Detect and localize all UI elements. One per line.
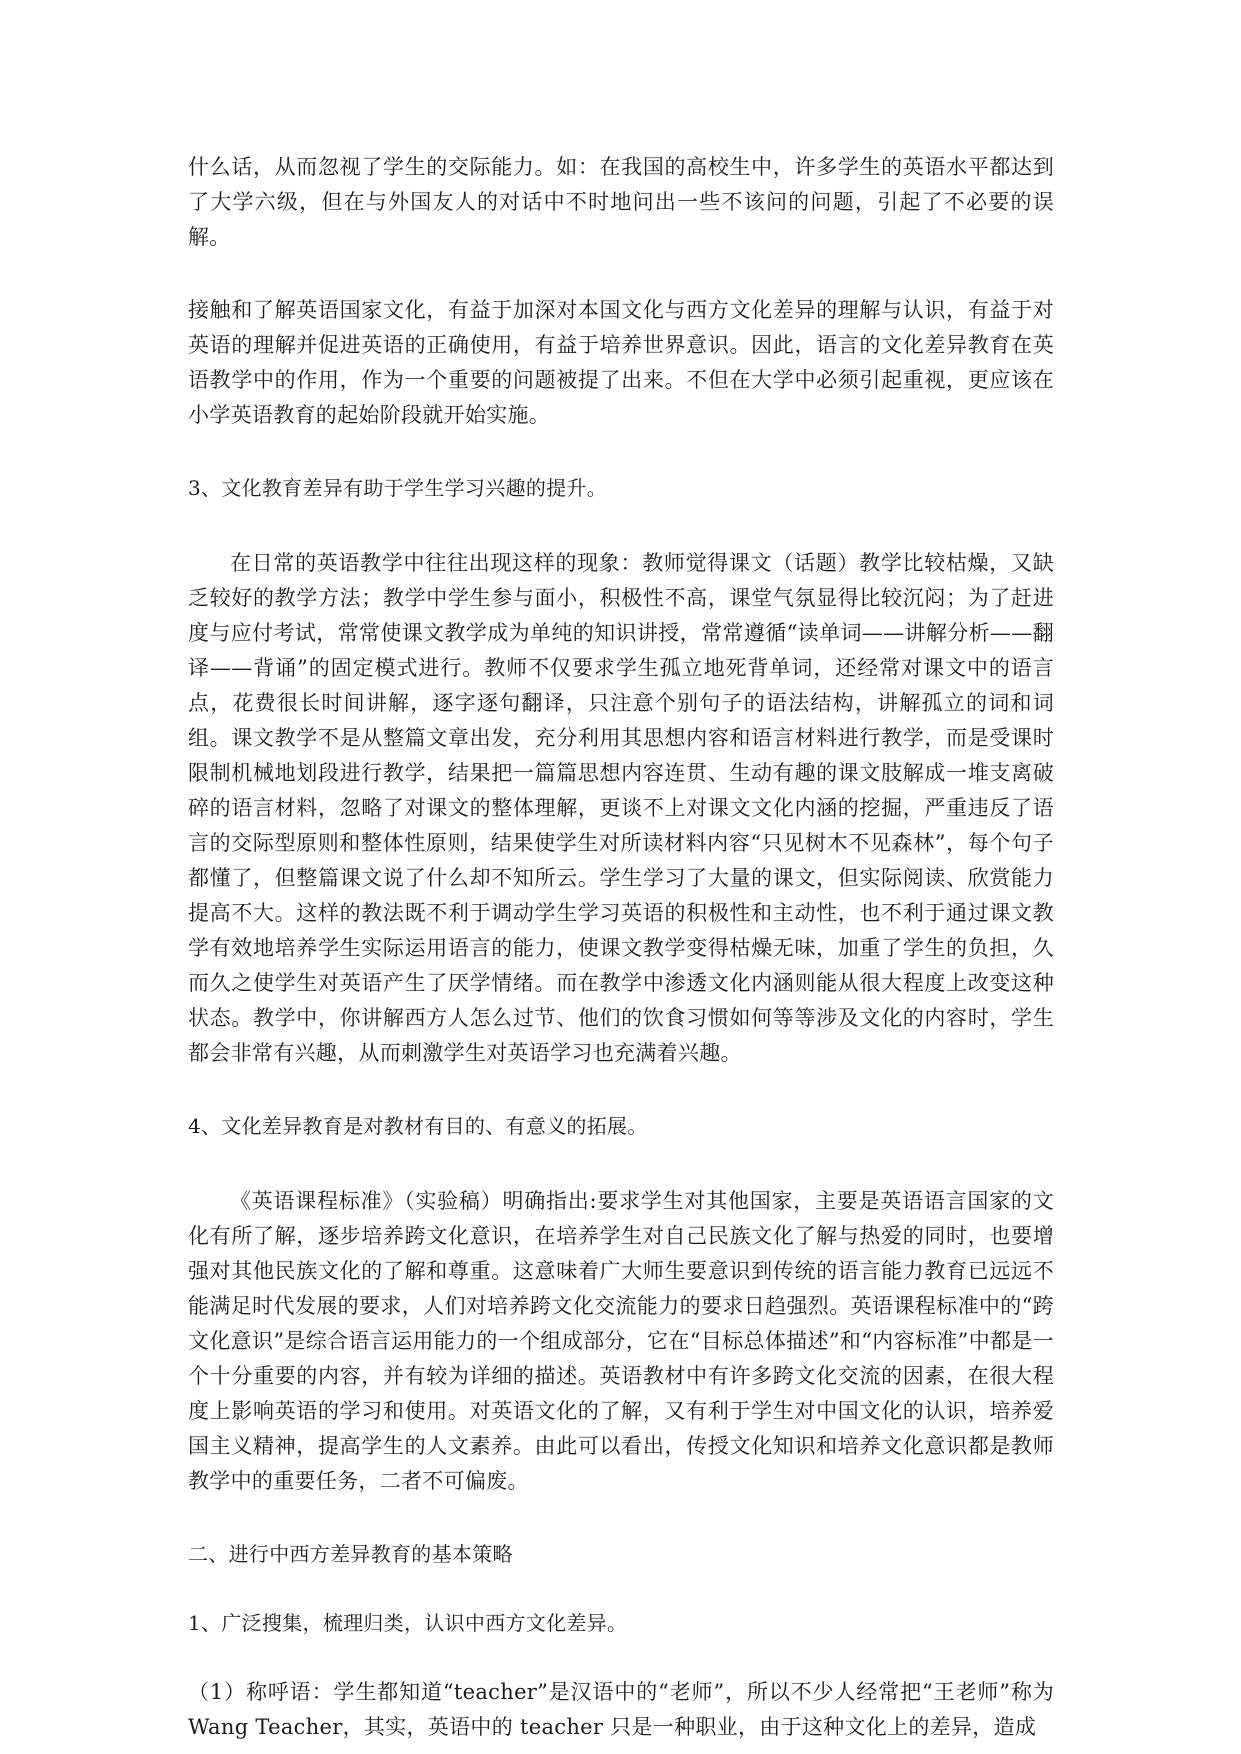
document-page bbox=[188, 150, 1054, 1745]
heading-section-2-item-1: 1、广泛搜集，梳理归类，认识中西方文化差异。 bbox=[188, 1611, 628, 1635]
paragraph-communication-ability: 什么话，从而忽视了学生的交际能力。如：在我国的高校生中，许多学生的英语水平都达到了大学六级，但在与外国友人的对话中不时地问出一些不该问的问题，引起了不必要的误解。 bbox=[188, 155, 1054, 249]
paragraph-address-terms: （1）称呼语：学生都知道“teacher”是汉语中的“老师”，所以不少人经常把“王老师”称为 Wang Teacher，其实，英语中的 teacher 只是一种职业，由于这种文化上的差异，造成 bbox=[188, 1680, 1054, 1739]
heading-item-4: 4、文化差异教育是对教材有目的、有意义的拓展。 bbox=[188, 1114, 648, 1138]
paragraph-teaching-phenomenon: 在日常的英语教学中往往出现这样的现象：教师觉得课文（话题）教学比较枯燥，又缺乏较好的教学方法；教学中学生参与面小，积极性不高，课堂气氛显得比较沉闷；为了赶进度与应付考试，常常使课文教学成为单纯的知识讲授，常常遵循“读单词——讲解分析——翻译——背诵”的固定模式进行。教师不仅要求学生孤立地死背单词，还经常对课文中的语言点，花费很长时间讲解，逐字逐句翻译，只注意个别句子的语法结构，讲解孤立的词和词组。课文教学不是从整篇文章出发，充分利用其思想内容和语言材料进行教学，而是受课时限制机械地划段进行教学，结果把一篇篇思想内容连贯、生动有趣的课文肢解成一堆支离破碎的语言材料，忽略了对课文的整体理解，更谈不上对课文文化内涵的挖掘，严重违反了语言的交际型原则和整体性原则，结果使学生对所读材料内容“只见树木不见森林”，每个句子都懂了，但整篇课文说了什么却不知所云。学生学习了大量的课文，但实际阅读、欣赏能力提高不大。这样的教法既不利于调动学生学习英语的积极性和主动性，也不利于通过课文教学有效地培养学生实际运用语言的能力，使课文教学变得枯燥无味，加重了学生的负担，久而久之使学生对英语产生了厌学情绪。而在教学中渗透文化内涵则能从很大程度上改变这种状态。教学中，你讲解西方人怎么过节、他们的饮食习惯如何等等涉及文化的内容时，学生都会非常有兴趣，从而刺激学生对英语学习也充满着兴趣。 bbox=[188, 551, 1054, 1065]
paragraph-curriculum-standard: 《英语课程标准》（实验稿）明确指出:要求学生对其他国家，主要是英语语言国家的文化有所了解，逐步培养跨文化意识，在培养学生对自己民族文化了解与热爱的同时，也要增强对其他民族文化的了解和尊重。这意味着广大师生要意识到传统的语言能力教育已远远不能满足时代发展的要求，人们对培养跨文化交流能力的要求日趋强烈。英语课程标准中的“跨文化意识”是综合语言运用能力的一个组成部分，它在“目标总体描述”和“内容标准”中都是一个十分重要的内容，并有较为详细的描述。英语教材中有许多跨文化交流的因素，在很大程度上影响英语的学习和使用。对英语文化的了解，又有利于学生对中国文化的认识，培养爱国主义精神，提高学生的人文素养。由此可以看出，传授文化知识和培养文化意识都是教师教学中的重要任务，二者不可偏废。 bbox=[188, 1189, 1054, 1493]
heading-item-3: 3、文化教育差异有助于学生学习兴趣的提升。 bbox=[188, 476, 608, 500]
heading-section-2: 二、进行中西方差异教育的基本策略 bbox=[188, 1542, 513, 1566]
paragraph-culture-contact: 接触和了解英语国家文化，有益于加深对本国文化与西方文化差异的理解与认识，有益于对英语的理解并促进英语的正确使用，有益于培养世界意识。因此，语言的文化差异教育在英语教学中的作用，作为一个重要的问题被提了出来。不但在大学中必须引起重视，更应该在小学英语教育的起始阶段就开始实施。 bbox=[188, 298, 1054, 427]
